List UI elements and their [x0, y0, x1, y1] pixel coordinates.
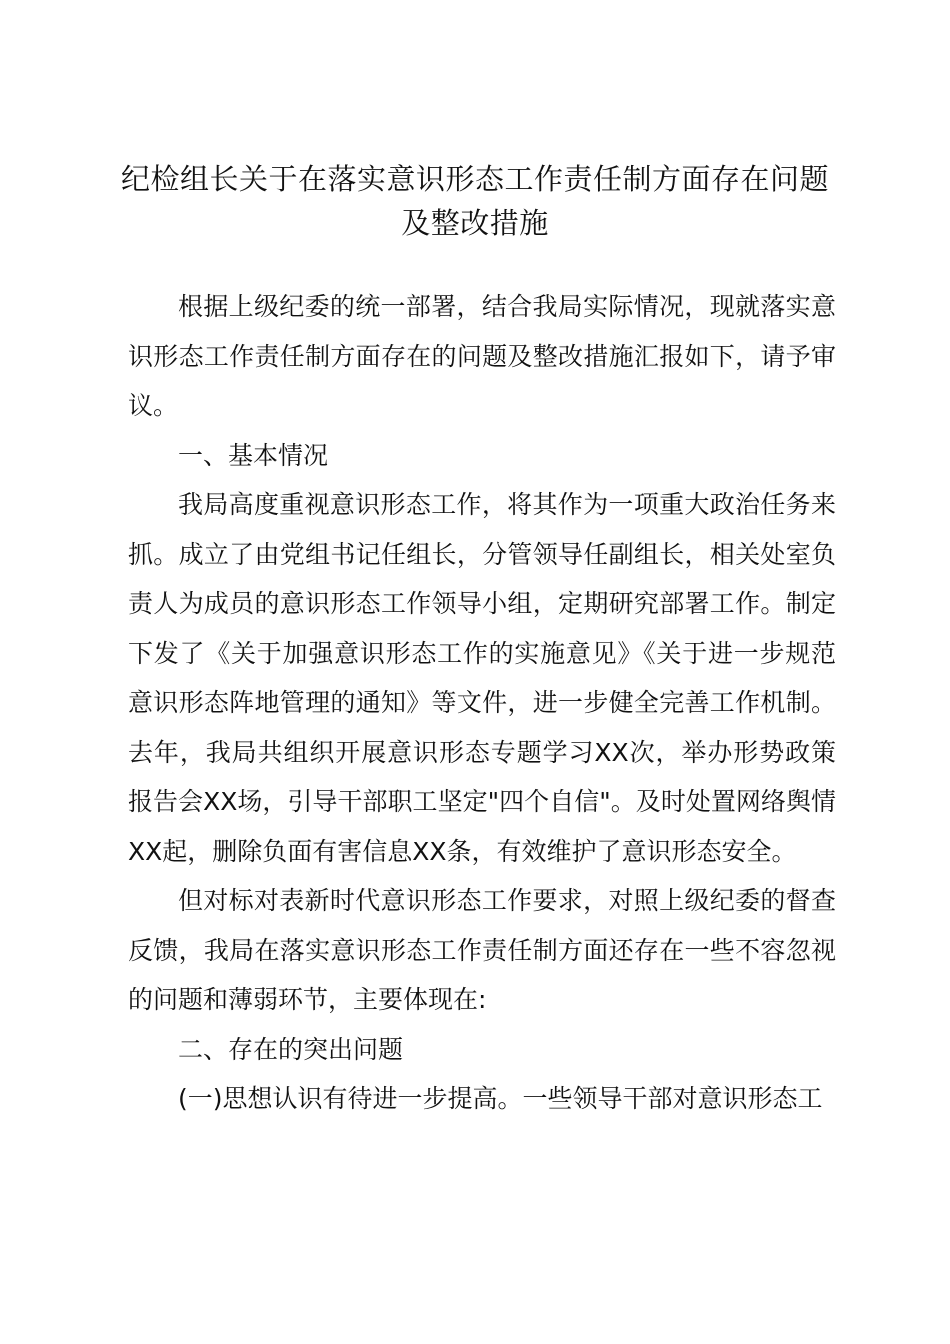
problem-1-paragraph: (一)思想认识有待进一步提高。一些领导干部对意识形态工 [178, 1084, 823, 1113]
title-line-2: 及整改措施 [401, 206, 549, 240]
section-heading-problems: 二、存在的突出问题 [178, 1034, 404, 1064]
section-heading-basic-situation: 一、基本情况 [178, 440, 329, 470]
basic-situation-paragraph: 我局高度重视意识形态工作，将其作为一项重大政治任务来抓。成立了由党组书记任组长，分管领导任副组长，相关处室负责人为成员的意识形态工作领导小组，定期研究部署工作。制定下发了《关于加强意识形态工作的实施意见》《关于进一步规范意识形态阵地管理的通知》等文件，进一步健全完善工作机制。去年，我局共组织开展意识形态专题学习XX次，举办形势政策报告会XX场，引导干部职工坚定"四个自信"。及时处置网络舆情XX起，删除负面有害信息XX条，有效维护了意识形态安全。 [128, 490, 836, 866]
document-title [110, 157, 840, 245]
intro-paragraph: 根据上级纪委的统一部署，结合我局实际情况，现就落实意识形态工作责任制方面存在的问题及整改措施汇报如下，请予审议。 [128, 292, 836, 420]
title-line-1: 纪检组长关于在落实意识形态工作责任制方面存在问题 [120, 162, 829, 196]
document-body [128, 282, 836, 1124]
transition-paragraph: 但对标对表新时代意识形态工作要求，对照上级纪委的督查反馈，我局在落实意识形态工作责任制方面还存在一些不容忽视的问题和薄弱环节，主要体现在: [128, 886, 836, 1014]
